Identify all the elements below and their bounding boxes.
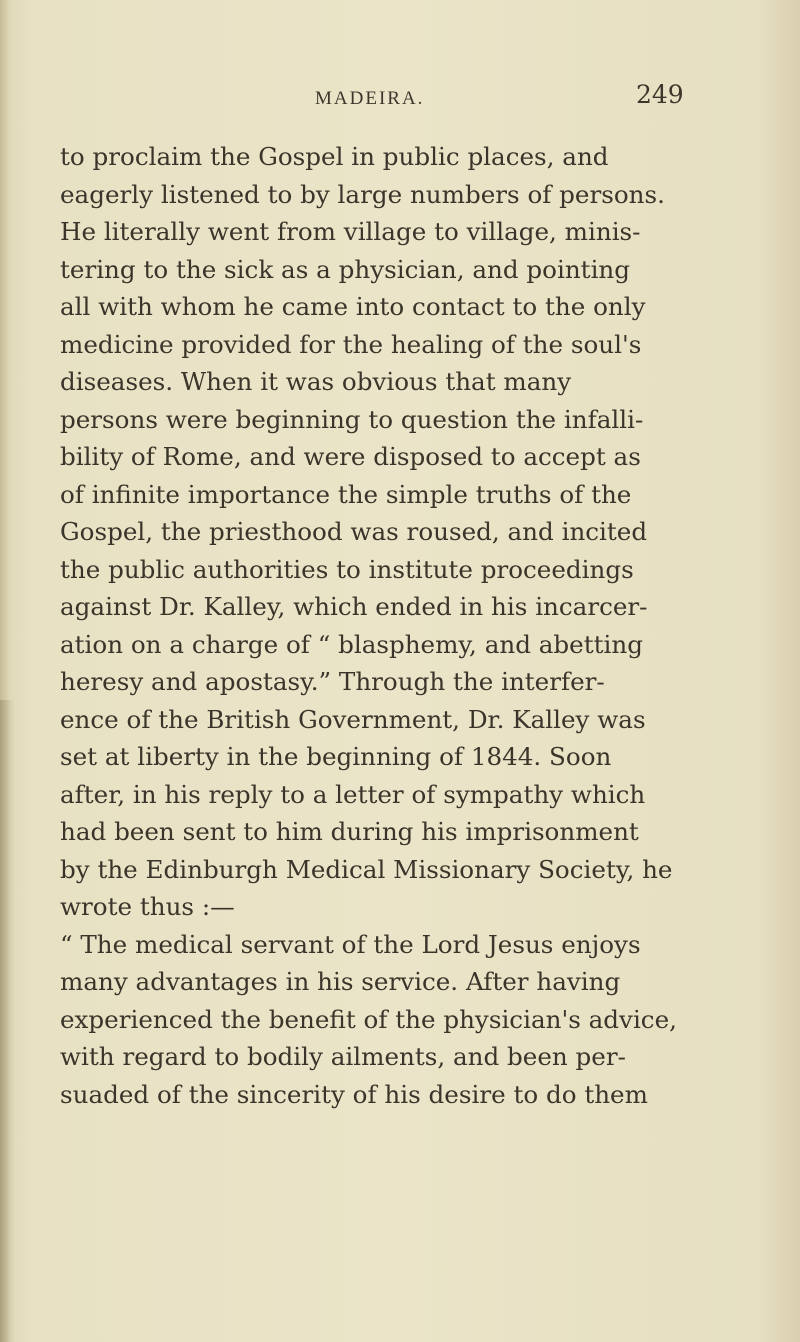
text-line: by the Edinburgh Medical Missionary Society, he: [60, 854, 673, 884]
text-line: ence of the British Government, Dr. Kalley was: [60, 704, 646, 734]
text-line: heresy and apostasy.” Through the interfer-: [60, 667, 605, 696]
text-line: tering to the sick as a physician, and pointing: [60, 254, 631, 284]
text-line: He literally went from village to village, minis-: [60, 217, 641, 246]
text-line: wrote thus :—: [60, 892, 235, 921]
text-line: with regard to bodily ailments, and been per-: [60, 1042, 626, 1071]
page-binding-shadow: [0, 700, 14, 1342]
text-line: of infinite importance the simple truths of the: [60, 479, 632, 509]
text-line: ation on a charge of “ blasphemy, and abetting: [60, 629, 643, 659]
running-head: MADEIRA.: [315, 88, 425, 109]
text-line: Gospel, the priesthood was roused, and incited: [60, 517, 648, 546]
text-line: experienced the benefit of the physician's advice,: [60, 1004, 677, 1034]
text-line: “ The medical servant of the Lord Jesus enjoys: [60, 929, 641, 959]
text-line: medicine provided for the healing of the soul's: [60, 329, 642, 359]
body-text: [60, 138, 742, 1113]
text-line: many advantages in his service. After having: [60, 967, 621, 996]
text-line: had been sent to him during his imprisonment: [60, 817, 639, 846]
text-line: all with whom he came into contact to the only: [60, 292, 646, 321]
text-line: against Dr. Kalley, which ended in his incarcer-: [60, 592, 648, 621]
page-header: [0, 78, 800, 118]
text-line: after, in his reply to a letter of sympathy which: [60, 779, 646, 809]
text-line: set at liberty in the beginning of 1844. Soon: [60, 742, 612, 771]
text-line: suaded of the sincerity of his desire to do them: [60, 1079, 648, 1109]
page-number: 249: [636, 80, 684, 109]
text-line: bility of Rome, and were disposed to accept as: [60, 442, 641, 471]
text-line: the public authorities to institute proceedings: [60, 554, 634, 584]
text-line: diseases. When it was obvious that many: [60, 367, 572, 396]
text-line: persons were beginning to question the infalli-: [60, 404, 644, 434]
text-line: eagerly listened to by large numbers of persons.: [60, 179, 665, 209]
text-line: to proclaim the Gospel in public places, and: [60, 142, 609, 171]
